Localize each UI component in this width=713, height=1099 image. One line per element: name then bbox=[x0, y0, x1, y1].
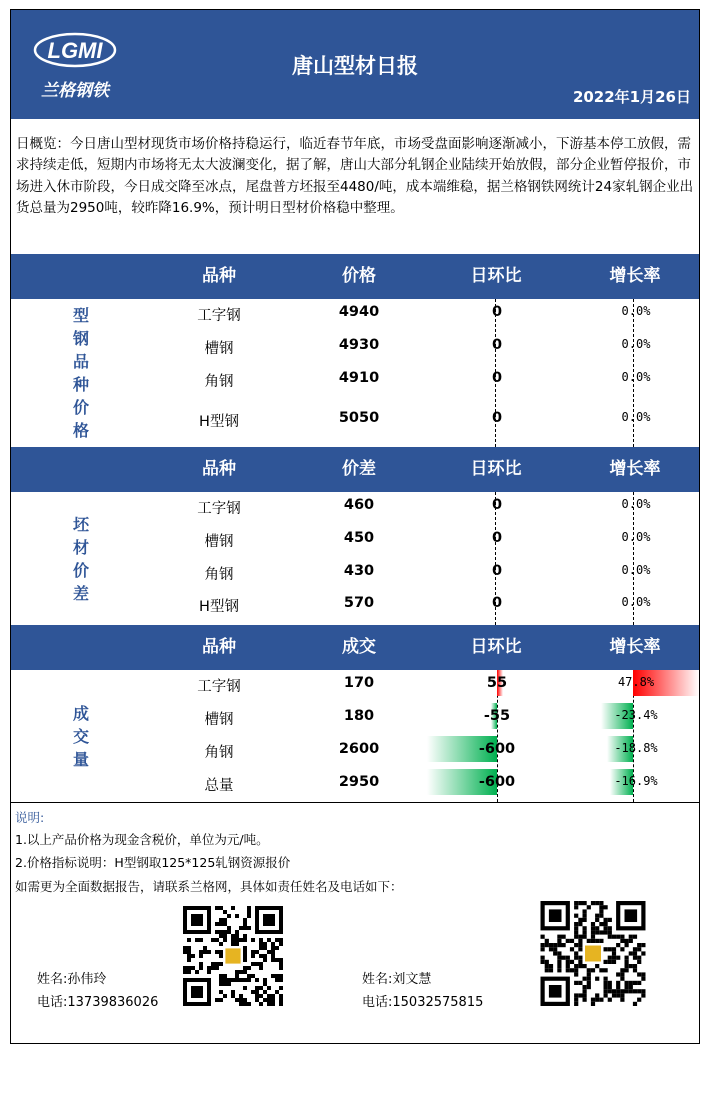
change-cell: 0 bbox=[491, 595, 503, 611]
value-cell: 2600 bbox=[338, 741, 380, 757]
change-cell: 0 bbox=[491, 497, 503, 513]
rate-cell: -16.9% bbox=[614, 774, 658, 788]
qr-code-icon bbox=[538, 901, 648, 1006]
column-header: 日环比 bbox=[470, 459, 522, 479]
product-name: 角钢 bbox=[204, 374, 234, 390]
product-name: H型钢 bbox=[199, 599, 239, 615]
value-cell: 180 bbox=[343, 708, 375, 724]
table-header-band bbox=[11, 254, 699, 299]
product-name: 槽钢 bbox=[204, 341, 234, 357]
value-cell: 450 bbox=[343, 530, 375, 546]
column-header: 增长率 bbox=[609, 266, 661, 286]
product-name: 角钢 bbox=[204, 567, 234, 583]
change-cell: 0 bbox=[491, 337, 503, 353]
value-cell: 170 bbox=[343, 675, 375, 691]
rate-cell: 0.0% bbox=[621, 595, 651, 609]
value-cell: 430 bbox=[343, 563, 375, 579]
product-name: 槽钢 bbox=[204, 712, 234, 728]
column-header: 品种 bbox=[202, 266, 236, 286]
product-name: 槽钢 bbox=[204, 534, 234, 550]
rate-cell: 0.0% bbox=[621, 337, 651, 351]
market-summary: 日概览：今日唐山型材现货市场价格持稳运行，临近春节年底，市场受盘面影响逐渐减小，下游基本停工放假，需求持续走低，短期内市场将无太大波澜变化，据了解，唐山大部分轧钢企业陆续开始放假，部分企业暂停报价，市场进入休市阶段，今日成交降至冰点，尾盘普方坯报至4480/吨，成本端维稳，据兰格钢铁网统计24家轧钢企业出货总量为2950吨，较昨降16.9%，预计明日型材价格稳中整理。 bbox=[16, 136, 694, 216]
change-cell: 0 bbox=[491, 563, 503, 579]
notes-line-1: 1.以上产品价格为现金含税价，单位为元/吨。 bbox=[15, 832, 269, 847]
report-header bbox=[11, 10, 699, 119]
change-cell: -55 bbox=[483, 708, 511, 724]
notes-line-3: 如需更为全面数据报告，请联系兰格网，具体如责任姓名及电话如下： bbox=[15, 879, 403, 894]
section-label: 坯材价差 bbox=[72, 514, 89, 603]
value-cell: 2950 bbox=[338, 774, 380, 790]
contact-phone-1: 电话:13739836026 bbox=[37, 995, 159, 1010]
rate-cell: 47.8% bbox=[617, 675, 655, 689]
value-cell: 570 bbox=[343, 595, 375, 611]
section-label: 成交量 bbox=[72, 703, 89, 769]
notes-heading: 说明: bbox=[15, 810, 45, 825]
table-header-band bbox=[11, 447, 699, 492]
section-label: 型钢品种价格 bbox=[72, 306, 89, 440]
notes-line-2: 2.价格指标说明：H型钢取125*125轧钢资源报价 bbox=[15, 855, 291, 870]
rate-cell: -18.8% bbox=[614, 741, 658, 755]
report-frame bbox=[10, 9, 700, 1044]
change-cell: 0 bbox=[491, 410, 503, 426]
divider bbox=[11, 802, 699, 803]
product-name: 工字钢 bbox=[197, 679, 241, 695]
contact-name-1: 姓名:孙伟玲 bbox=[37, 972, 107, 987]
svg-text:LGMI: LGMI bbox=[47, 38, 103, 63]
value-cell: 4930 bbox=[338, 337, 380, 353]
change-cell: -600 bbox=[478, 741, 516, 757]
rate-cell: 0.0% bbox=[621, 304, 651, 318]
value-cell: 4940 bbox=[338, 304, 380, 320]
column-header: 成交 bbox=[342, 637, 376, 657]
column-header: 日环比 bbox=[470, 637, 522, 657]
rate-cell: 0.0% bbox=[621, 410, 651, 424]
change-cell: 0 bbox=[491, 370, 503, 386]
change-cell: -600 bbox=[478, 774, 516, 790]
contact-phone-2: 电话:15032575815 bbox=[362, 995, 484, 1010]
contact-name-2: 姓名:刘文慧 bbox=[362, 972, 432, 987]
product-name: 工字钢 bbox=[197, 501, 241, 517]
product-name: H型钢 bbox=[199, 414, 239, 430]
product-name: 角钢 bbox=[204, 745, 234, 761]
rate-cell: 0.0% bbox=[621, 530, 651, 544]
change-cell: 0 bbox=[491, 530, 503, 546]
svg-text:兰格钢铁: 兰格钢铁 bbox=[41, 81, 109, 101]
column-header: 价差 bbox=[342, 459, 376, 479]
column-header: 价格 bbox=[342, 266, 376, 286]
column-header: 增长率 bbox=[609, 637, 661, 657]
rate-cell: 0.0% bbox=[621, 370, 651, 384]
change-cell: 55 bbox=[486, 675, 508, 691]
rate-cell: 0.0% bbox=[621, 497, 651, 511]
column-header: 品种 bbox=[202, 637, 236, 657]
product-name: 总量 bbox=[204, 778, 234, 794]
column-header: 品种 bbox=[202, 459, 236, 479]
qr-code-icon bbox=[183, 906, 283, 1006]
column-header: 日环比 bbox=[470, 266, 522, 286]
change-cell: 0 bbox=[491, 304, 503, 320]
column-header: 增长率 bbox=[609, 459, 661, 479]
report-title: 唐山型材日报 bbox=[292, 54, 418, 78]
table-header-band bbox=[11, 625, 699, 670]
rate-cell: -23.4% bbox=[614, 708, 658, 722]
rate-cell: 0.0% bbox=[621, 563, 651, 577]
value-cell: 460 bbox=[343, 497, 375, 513]
product-name: 工字钢 bbox=[197, 308, 241, 324]
report-date: 2022年1月26日 bbox=[572, 88, 691, 106]
value-cell: 5050 bbox=[338, 410, 380, 426]
value-cell: 4910 bbox=[338, 370, 380, 386]
